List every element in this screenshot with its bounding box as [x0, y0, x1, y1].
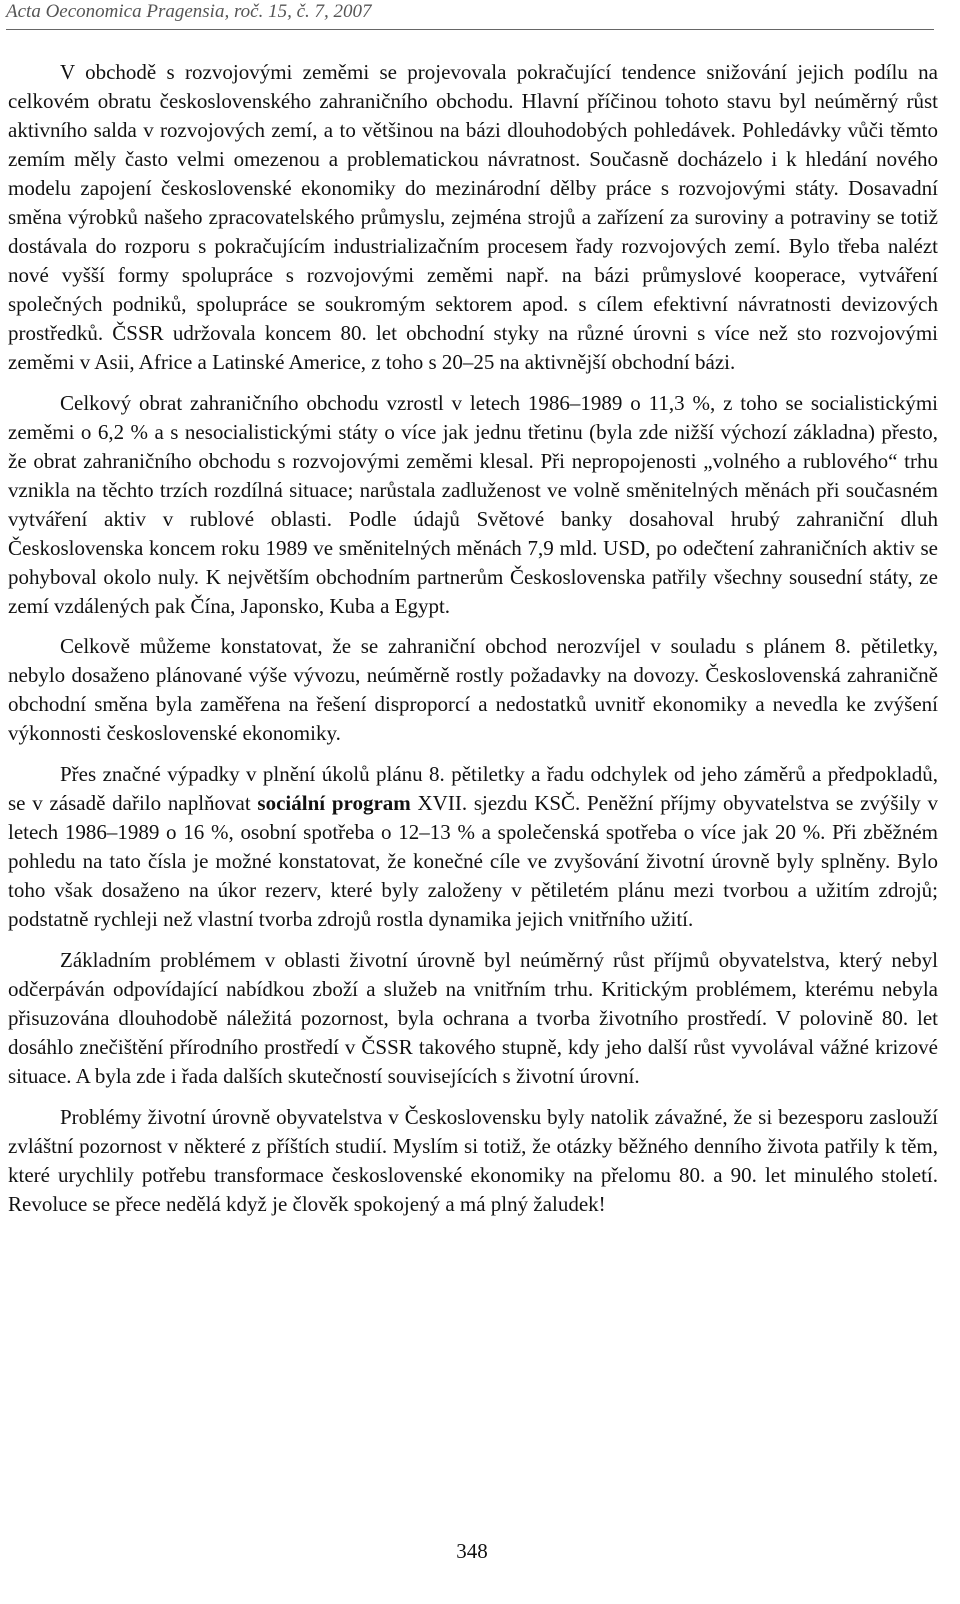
article-body — [8, 58, 938, 1231]
paragraph-1: V obchodě s rozvojovými zeměmi se projevovala pokračující tendence snižování jejich podílu na celkovém obratu československého zahraničního obchodu. Hlavní příčinou tohoto stavu byl neúměrný růst aktivního salda v rozvojových zemí, a to většinou na bázi dlouhodobých pohledávek. Pohledávky vůči těmto zemím měly často velmi omezenou a problematickou návratnost. Současně docházelo i k hledání nového modelu zapojení československé ekonomiky do mezinárodní dělby práce s rozvojovými státy. Dosavadní směna výrobků našeho zpracovatelského průmyslu, zejména strojů a zařízení za suroviny a potraviny se totiž dostávala do rozporu s pokračujícím industrializačním procesem řady rozvojových zemí. Bylo třeba nalézt nové vyšší formy spolupráce s rozvojovými zeměmi např. na bázi průmyslové kooperace, vytváření společných podniků, spolupráce se soukromým sektorem apod. s cílem efektivní návratnosti devizových prostředků. ČSSR udržovala koncem 80. let obchodní styky na různé úrovni s více než sto rozvojovými zeměmi v Asii, Africe a Latinské Americe, z toho s 20–25 na aktivnější obchodní bázi. — [8, 60, 938, 374]
paragraph-6: Problémy životní úrovně obyvatelstva v Československu byly natolik závažné, že si bezesporu zaslouží zvláštní pozornost v některé z příštích studií. Myslím si totiž, že otázky běžného denního života patřily k těm, které urychlily potřebu transformace československé ekonomiky na přelomu 80. a 90. let minulého století. Revoluce se přece nedělá když je člověk spokojený a má plný žaludek! — [8, 1105, 938, 1216]
paragraph-2: Celkový obrat zahraničního obchodu vzrostl v letech 1986–1989 o 11,3 %, z toho se socialistickými zeměmi o 6,2 % a s nesocialistickými státy o více jak jednu třetinu (byla zde nižší výchozí základna) přesto, že obrat zahraničního obchodu s rozvojovými zeměmi klesal. Při nepropojenosti „volného a rublového“ trhu vznikla na těchto trzích rozdílná situace; narůstala zadluženost ve volně směnitelných měnách při současném vytváření aktiv v rublové oblasti. Podle údajů Světové banky dosahoval hrubý zahraniční dluh Československa koncem roku 1989 ve směnitelných měnách 7,9 mld. USD, po odečtení zahraničních aktiv se pohyboval okolo nuly. K největším obchodním partnerům Československa patřily všechny sousední státy, ze zemí vzdálených pak Čína, Japonsko, Kuba a Egypt. — [8, 391, 938, 618]
page-number: 348 — [456, 1539, 488, 1563]
paragraph-4-text-start: Přes značné výpadky v plnění úkolů plánu 8. pětiletky a řadu odchylek od jeho záměrů a předpokladů, se v zásadě dařilo naplňovat — [8, 762, 938, 815]
paragraph-4-text-end: XVII. sjezdu KSČ. Peněžní příjmy obyvatelstva se zvýšily v letech 1986–1989 o 16 %, osobní spotřeba o 12–13 % a společenská spotřeba o více jak 20 %. Při zběžném pohledu na tato čísla je možné konstatovat, že konečné cíle ve zvyšování životní úrovně byly splněny. Bylo toho však dosaženo na úkor rezerv, které byly založeny v pětiletém plánu mezi tvorbou a užitím zdrojů; podstatně rychleji než vlastní tvorba zdrojů rostla dynamika jejich vnitřního užití. — [8, 791, 938, 931]
header-rule — [6, 29, 934, 30]
paragraph-4-bold-term: sociální program — [257, 791, 411, 815]
paragraph-5: Základním problémem v oblasti životní úrovně byl neúměrný růst příjmů obyvatelstva, který nebyl odčerpáván odpovídající nabídkou zboží a služeb na vnitřním trhu. Kritickým problémem, kterému nebyla přisuzována dlouhodobě náležitá pozornost, byla ochrana a tvorba životního prostředí. V polovině 80. let dosáhlo znečištění přírodního prostředí v ČSSR takového stupně, kdy jeho další růst vyvolával vážné krizové situace. A byla zde i řada dalších skutečností souvisejících s životní úrovní. — [8, 948, 938, 1088]
paragraph-3: Celkově můžeme konstatovat, že se zahraniční obchod nerozvíjel v souladu s plánem 8. pětiletky, nebylo dosaženo plánované výše vývozu, neúměrně rostly požadavky na dovozy. Československá zahraničně obchodní směna byla zaměřena na řešení disproporcí a nedostatků uvnitř ekonomiky a nevedla ke zvýšení výkonnosti československé ekonomiky. — [8, 634, 938, 745]
paragraph-4 — [8, 760, 938, 934]
running-head: Acta Oeconomica Pragensia, roč. 15, č. 7, 2007 — [6, 1, 372, 22]
